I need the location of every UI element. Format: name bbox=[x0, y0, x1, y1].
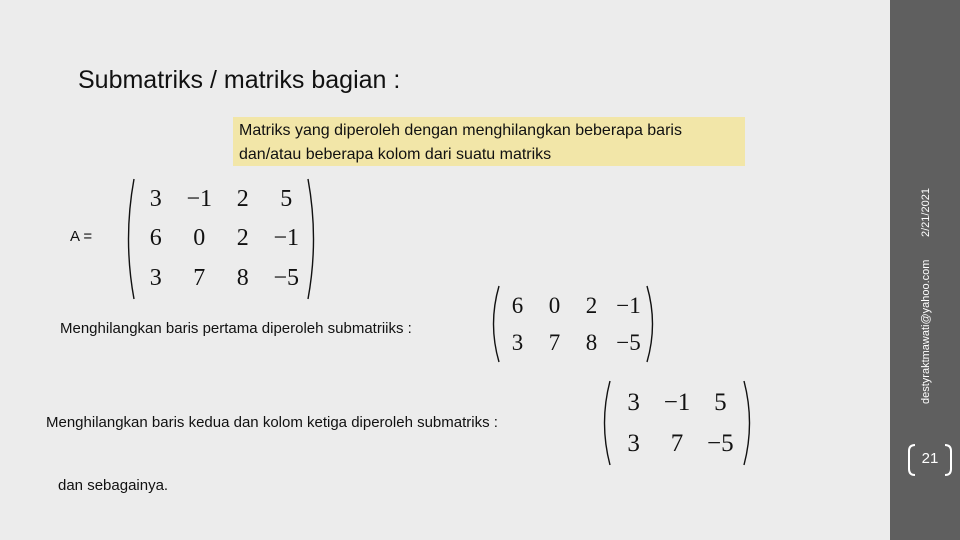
matrix-cell: 3 bbox=[627, 430, 640, 457]
matrix-cell: 2 bbox=[236, 225, 249, 252]
matrix-cell: 2 bbox=[236, 186, 249, 212]
definition-line-1: Matriks yang diperoleh dengan menghilangkan beberapa baris bbox=[239, 122, 682, 139]
matrix-cell: −1 bbox=[616, 293, 641, 318]
matrix-cell: 7 bbox=[548, 330, 561, 355]
matrix-cell: −1 bbox=[663, 389, 691, 416]
right-parenthesis bbox=[306, 178, 320, 300]
matrix-a-label: A = bbox=[70, 228, 93, 245]
matrix-cell: 8 bbox=[236, 264, 249, 291]
remove-row-1-label: Menghilangkan baris pertama diperoleh submatriiks : bbox=[60, 320, 412, 337]
submatrix-remove-row-1 bbox=[487, 285, 659, 363]
slide-title: Submatriks / matriks bagian : bbox=[78, 66, 401, 94]
matrix-cell: 8 bbox=[585, 330, 598, 355]
matrix-cell: 3 bbox=[149, 264, 162, 291]
matrix-cell: −5 bbox=[273, 264, 300, 291]
matrix-cell: −5 bbox=[616, 330, 641, 355]
definition-line-2: dan/atau beberapa kolom dari suatu matriks bbox=[239, 146, 552, 163]
matrix-cell: 3 bbox=[511, 330, 524, 355]
right-parenthesis bbox=[742, 380, 756, 466]
matrix-cell: 2 bbox=[585, 293, 598, 318]
page-number: 21 bbox=[921, 450, 939, 467]
matrix-cell: 0 bbox=[548, 293, 561, 318]
remove-row-2-col-3-label: Menghilangkan baris kedua dan kolom ketiga diperoleh submatriks : bbox=[46, 414, 498, 431]
right-parenthesis bbox=[645, 285, 659, 363]
matrix-cell: 6 bbox=[149, 225, 162, 252]
matrix-cell: 3 bbox=[149, 186, 162, 212]
matrix-cell: 5 bbox=[280, 186, 293, 212]
matrix-cell: 5 bbox=[714, 389, 727, 416]
author-email: destyraktmawati@yahoo.com bbox=[920, 259, 932, 404]
matrix-a bbox=[122, 178, 320, 300]
matrix-cell: −5 bbox=[707, 430, 734, 457]
matrix-cell: 0 bbox=[193, 225, 206, 252]
definition-box bbox=[233, 117, 745, 166]
slide-date: 2/21/2021 bbox=[920, 188, 932, 237]
matrix-cell: 7 bbox=[670, 430, 684, 457]
matrix-cell: −1 bbox=[273, 225, 300, 252]
matrix-cell: 6 bbox=[511, 293, 524, 318]
submatrix-remove-row-2-col-3 bbox=[598, 380, 756, 466]
page-number-badge bbox=[905, 443, 955, 477]
matrix-cell: 3 bbox=[627, 389, 640, 416]
matrix-cell: −1 bbox=[186, 186, 213, 212]
matrix-cell: 7 bbox=[193, 264, 206, 291]
etc-label: dan sebagainya. bbox=[58, 477, 169, 494]
left-parenthesis bbox=[598, 380, 612, 466]
